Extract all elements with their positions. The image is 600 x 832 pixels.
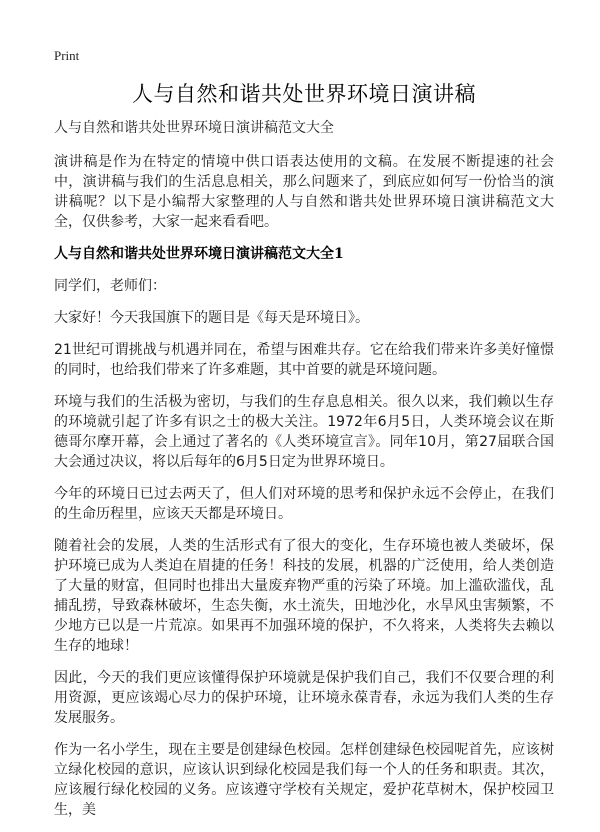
paragraph-greeting: 同学们，老师们： <box>54 278 166 294</box>
intro-paragraph: 演讲稿是作为在特定的情境中供口语表达使用的文稿。在发展不断提速的社会中，演讲稿与我们的生活息息相关，那么问题来了，到底应如何写一份恰当的演讲稿呢？以下是小编帮大家整理的人与自然和谐共处世界环境日演讲稿范文大全，仅供参考，大家一起来看看吧。 <box>54 154 554 230</box>
paragraph-opening: 大家好！今天我国旗下的题目是《每天是环境日》。 <box>54 310 369 326</box>
paragraph: 因此，今天的我们更应该懂得保护环境就是保护我们自己，我们不仅要合理的利用资源，更应该竭心尽力的保护环境，让环境永葆青春，永远为我们人类的生存发展服务。 <box>54 670 554 726</box>
paragraph: 21世纪可谓挑战与机遇并同在，希望与困难共存。它在给我们带来许多美好憧憬的同时，也给我们带来了许多难题，其中首要的就是环境问题。 <box>54 342 554 378</box>
document-subtitle: 人与自然和谐共处世界环境日演讲稿范文大全 <box>54 120 334 136</box>
print-label: Print <box>54 48 80 63</box>
paragraph: 环境与我们的生活极为密切，与我们的生存息息相关。很久以来，我们赖以生存的环境就引起了许多有识之士的极大关注。1972年6月5日，人类环境会议在斯德哥尔摩开幕，会上通过了著名的《人类环境宣言》。同年10月，第27届联合国大会通过决议，将以后每年的6月5日定为世界环境日。 <box>54 394 554 470</box>
document-page <box>54 46 554 832</box>
page-title: 人与自然和谐共处世界环境日演讲稿 <box>132 82 476 106</box>
paragraph: 今年的环境日已过去两天了，但人们对环境的思考和保护永远不会停止，在我们的生命历程里，应该天天都是环境日。 <box>54 486 554 522</box>
section-heading: 人与自然和谐共处世界环境日演讲稿范文大全1 <box>54 246 344 262</box>
paragraph: 作为一名小学生，现在主要是创建绿色校园。怎样创建绿色校园呢首先，应该树立绿化校园的意识，应该认识到绿化校园是我们每一个人的任务和职责。其次，应该履行绿化校园的义务。应该遵守学校有关规定，爱护花草树木，保护校园卫生，美 <box>54 742 554 818</box>
paragraph: 随着社会的发展，人类的生活形式有了很大的变化，生存环境也被人类破坏，保护环境已成为人类迫在眉捷的任务！科技的发展，机器的广泛使用，给人类创造了大量的财富，但同时也排出大量废弃物严重的污染了环境。加上滥砍滥伐，乱捕乱捞，导致森林破坏，生态失衡，水土流失，田地沙化，水旱风虫害频繁，不少地方已以是一片荒凉。如果再不加强环境的保护，不久将来，人类将失去赖以生存的地球！ <box>54 538 554 654</box>
